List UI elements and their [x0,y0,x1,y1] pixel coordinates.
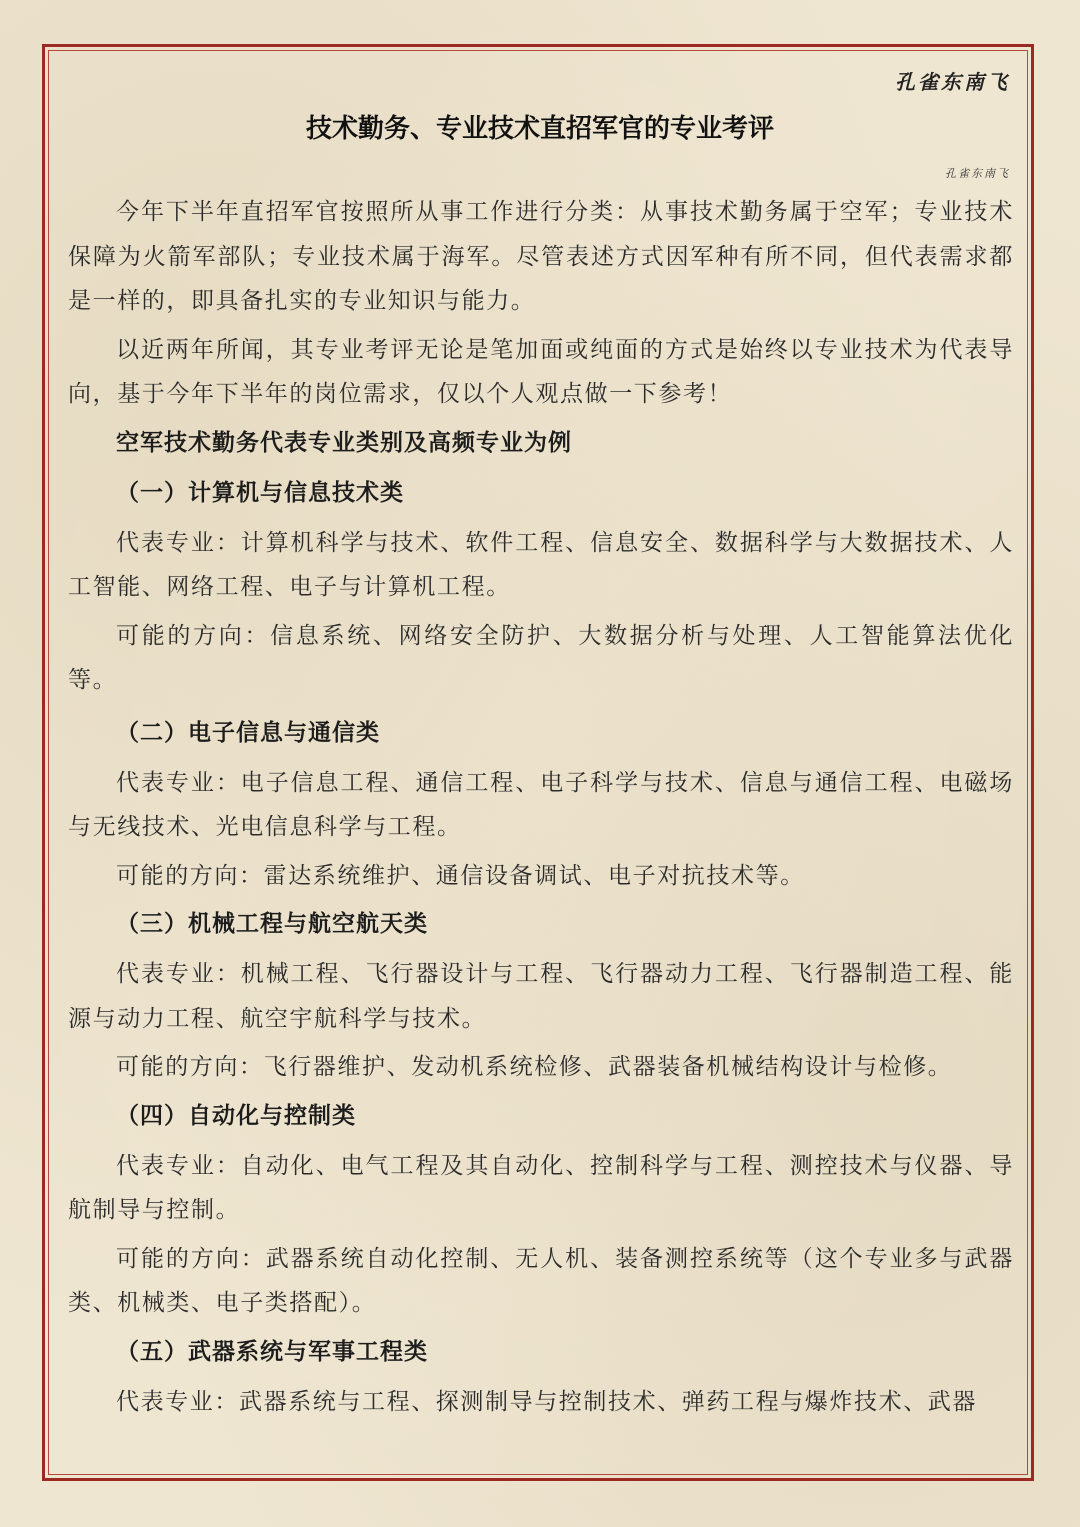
category-2-directions: 可能的方向：雷达系统维护、通信设备调试、电子对抗技术等。 [116,862,805,889]
category-3-directions: 可能的方向：飞行器维护、发动机系统检修、武器装备机械结构设计与检修。 [116,1054,953,1080]
category-4-majors: 代表专业：自动化、电气工程及其自动化、控制科学与工程、测控技术与仪器、导航制导与控制。 [68,1152,1014,1223]
category-heading-2: （二）电子信息与通信类 [116,719,380,746]
category-2-majors: 代表专业：电子信息工程、通信工程、电子科学与技术、信息与通信工程、电磁场与无线技术、光电信息科学与工程。 [68,769,1014,840]
category-1-directions: 可能的方向：信息系统、网络安全防护、大数据分析与处理、人工智能算法优化等。 [68,622,1014,693]
brand-signature-top: 孔雀东南飞 [895,70,1010,94]
category-heading-5: （五）武器系统与军事工程类 [116,1338,428,1365]
category-heading-3: （三）机械工程与航空航天类 [116,911,428,937]
intro-paragraph-2: 以近两年所闻，其专业考评无论是笔加面或纯面的方式是始终以专业技术为代表导向，基于今年下半年的岗位需求，仅以个人观点做一下参考！ [68,336,1014,407]
category-heading-4: （四）自动化与控制类 [116,1102,356,1129]
category-heading-1: （一）计算机与信息技术类 [116,479,404,506]
category-1-majors: 代表专业：计算机科学与技术、软件工程、信息安全、数据科学与大数据技术、人工智能、网络工程、电子与计算机工程。 [68,529,1014,600]
category-4-directions: 可能的方向：武器系统自动化控制、无人机、装备测控系统等（这个专业多与武器类、机械类、电子类搭配）。 [68,1245,1014,1316]
category-3-majors: 代表专业：机械工程、飞行器设计与工程、飞行器动力工程、飞行器制造工程、能源与动力工程、航空宇航科学与技术。 [68,961,1014,1032]
page-title: 技术勤务、专业技术直招军官的专业考评 [305,114,774,144]
category-5-majors: 代表专业：武器系统与工程、探测制导与控制技术、弹药工程与爆炸技术、武器 [116,1388,977,1415]
intro-paragraph-1: 今年下半年直招军官按照所从事工作进行分类：从事技术勤务属于空军；专业技术保障为火箭军部队；专业技术属于海军。尽管表述方式因军种有所不同，但代表需求都是一样的，即具备扎实的专业知识与能力。 [68,199,1014,314]
brand-signature-small: 孔雀东南飞 [945,167,1010,180]
document-body [68,190,1014,1424]
section-heading: 空军技术勤务代表专业类别及高频专业为例 [116,429,572,456]
